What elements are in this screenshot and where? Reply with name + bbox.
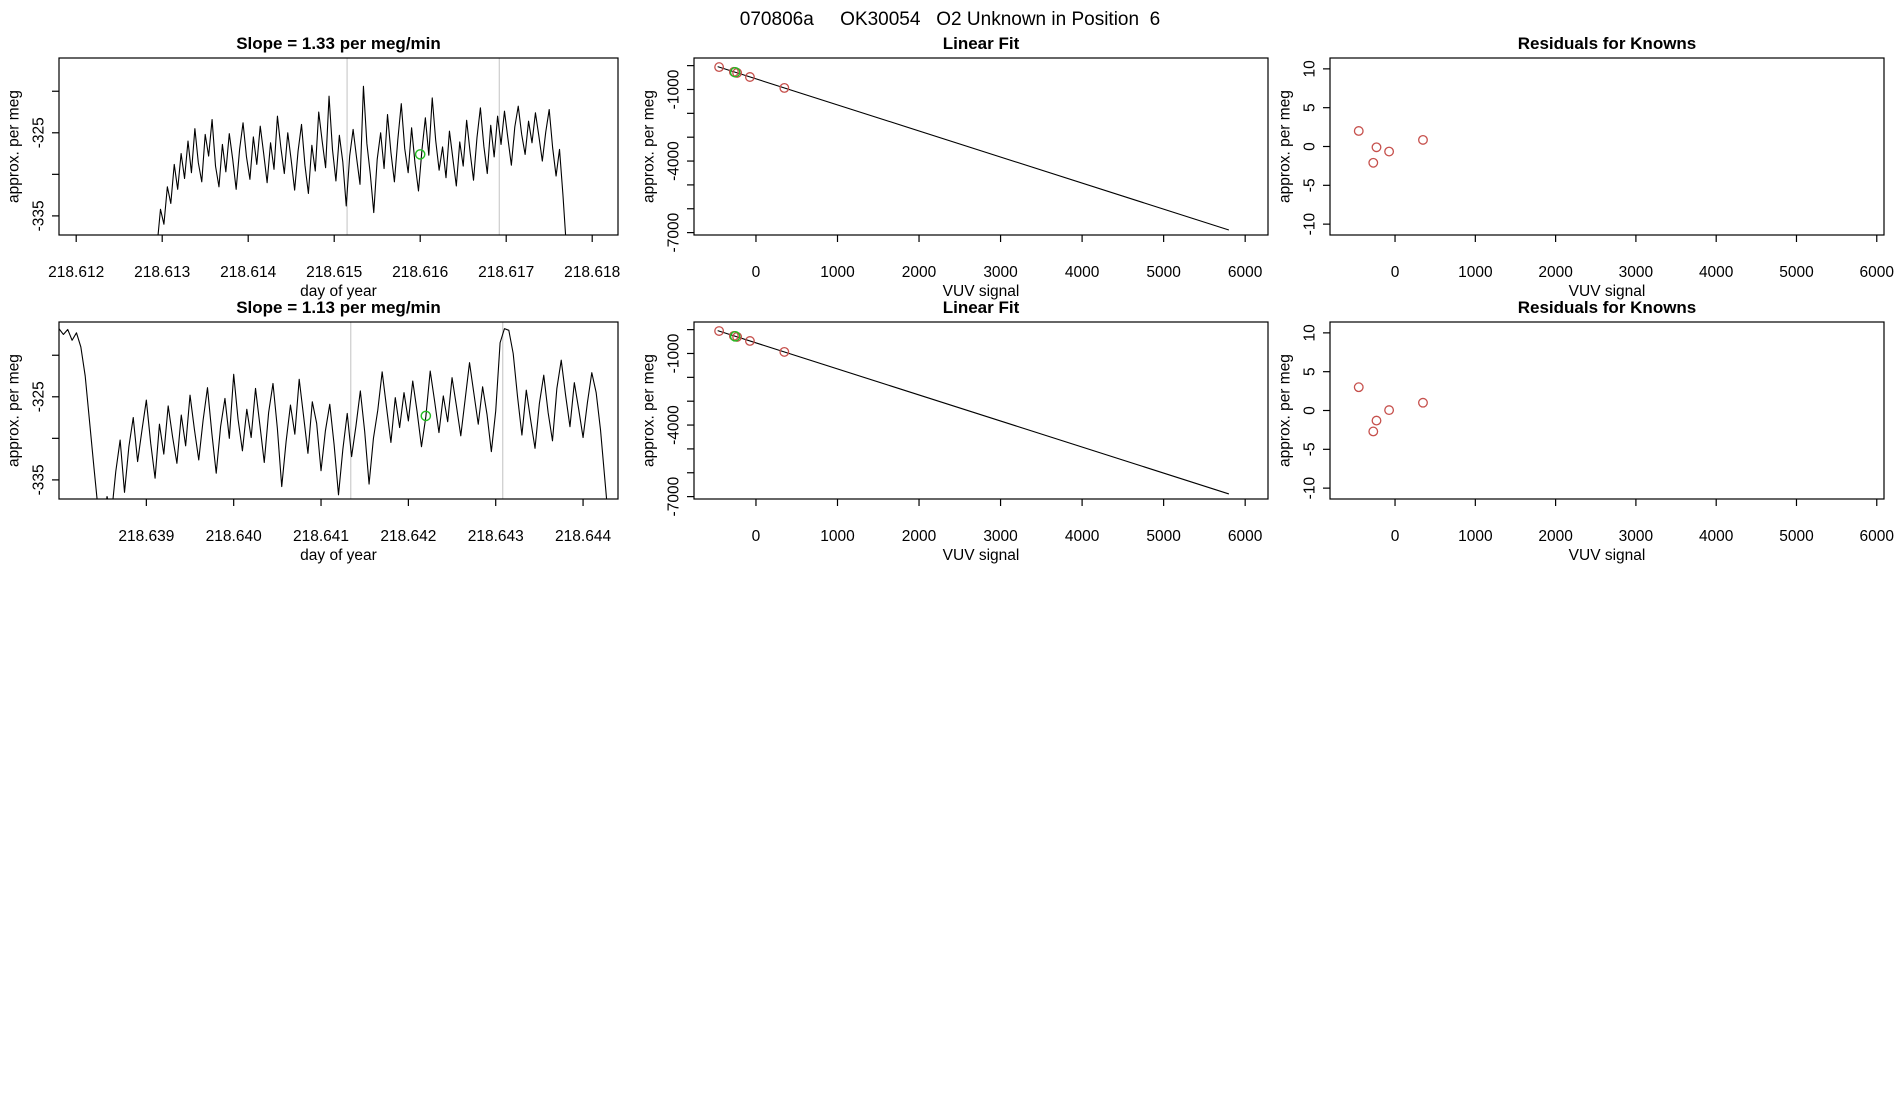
x-tick-label: 218.614 [220, 264, 277, 281]
y-tick-label: -1000 [665, 69, 683, 110]
y-axis-label: approx. per meg [1276, 90, 1294, 203]
plot-box [1330, 322, 1884, 499]
x-tick-label: 218.618 [564, 264, 621, 281]
known-point-marker [1369, 159, 1378, 168]
x-tick-label: 0 [1390, 264, 1400, 281]
panel-title: Linear Fit [942, 298, 1020, 317]
x-tick-label: 4000 [1064, 264, 1100, 281]
x-tick-label: 2000 [901, 264, 937, 281]
x-tick-label: 0 [1390, 528, 1400, 545]
x-tick-label: 3000 [983, 264, 1018, 281]
panel-title: Slope = 1.33 per meg/min [236, 34, 441, 53]
y-tick-label: -5 [1301, 178, 1319, 193]
x-axis-label: VUV signal [942, 547, 1020, 564]
y-tick-label: -7000 [665, 476, 683, 517]
y-axis-label: approx. per meg [5, 354, 23, 467]
x-axis-label: VUV signal [1568, 283, 1646, 300]
y-tick-label: -10 [1301, 212, 1319, 236]
known-point-marker [1419, 398, 1428, 407]
x-tick-label: 3000 [983, 528, 1018, 545]
x-tick-label: 218.639 [118, 528, 175, 545]
x-axis-label: VUV signal [942, 283, 1020, 300]
known-point-marker [1385, 147, 1394, 156]
x-tick-label: 4000 [1698, 528, 1734, 545]
known-point-marker [1354, 127, 1363, 136]
x-tick-label: 0 [751, 264, 761, 281]
series-path [157, 86, 566, 247]
y-tick-label: -7000 [665, 212, 683, 253]
x-tick-label: 6000 [1227, 264, 1263, 281]
x-tick-label: 6000 [1859, 264, 1895, 281]
linear-fit-bottom-panel [641, 298, 1269, 564]
panel-title: Linear Fit [942, 34, 1020, 53]
y-tick-label: -5 [1301, 442, 1319, 457]
x-tick-label: 5000 [1779, 264, 1814, 281]
x-tick-label: 5000 [1779, 528, 1814, 545]
x-tick-label: 218.616 [392, 264, 449, 281]
known-point-marker [1372, 143, 1381, 152]
y-tick-label: -1000 [665, 333, 683, 374]
y-tick-label: 10 [1301, 60, 1319, 78]
residuals-top-panel [1277, 34, 1895, 300]
x-tick-label: 2000 [1538, 528, 1573, 545]
known-point-marker [1354, 383, 1363, 392]
x-tick-label: 1000 [820, 264, 855, 281]
y-tick-label: -335 [30, 200, 48, 232]
y-tick-label: 0 [1301, 406, 1319, 415]
timeseries-bottom-panel [6, 298, 619, 564]
x-tick-label: 218.640 [205, 528, 262, 545]
panel-title: Slope = 1.13 per meg/min [236, 298, 441, 317]
x-tick-label: 3000 [1618, 528, 1654, 545]
panel-title: Residuals for Knowns [1517, 34, 1697, 53]
y-tick-label: -4000 [665, 141, 683, 181]
plot-box [59, 322, 618, 499]
page-title: 070806a OK30054 O2 Unknown in Position 6 [739, 9, 1161, 30]
y-tick-label: -4000 [665, 405, 683, 445]
x-tick-label: 2000 [901, 528, 937, 545]
x-tick-label: 4000 [1698, 264, 1734, 281]
x-tick-label: 218.613 [134, 264, 191, 281]
plot-box [694, 58, 1268, 235]
y-tick-label: -335 [30, 464, 48, 496]
x-tick-label: 1000 [1458, 264, 1493, 281]
y-axis-label: approx. per meg [5, 90, 23, 203]
y-tick-label: -325 [30, 117, 48, 149]
x-tick-label: 218.612 [48, 264, 105, 281]
known-point-marker [1385, 406, 1394, 415]
known-point-marker [1419, 136, 1428, 145]
x-tick-label: 3000 [1618, 264, 1654, 281]
y-axis-label: approx. per meg [640, 354, 658, 467]
y-tick-label: 5 [1301, 103, 1319, 112]
x-tick-label: 218.643 [467, 528, 524, 545]
panel-title: Residuals for Knowns [1517, 298, 1697, 317]
x-tick-label: 6000 [1227, 528, 1263, 545]
plot-box [694, 322, 1268, 499]
residuals-top-plot-area [1354, 127, 1427, 167]
x-tick-label: 6000 [1859, 528, 1895, 545]
x-tick-label: 2000 [1538, 264, 1573, 281]
linear-fit-top-panel [641, 34, 1269, 300]
fit-line [718, 331, 1229, 494]
y-tick-label: 0 [1301, 142, 1319, 151]
unknown-point-marker [416, 150, 425, 159]
fit-line [718, 67, 1229, 230]
y-axis-label: approx. per meg [1276, 354, 1294, 467]
x-tick-label: 218.617 [478, 264, 535, 281]
x-tick-label: 218.641 [293, 528, 350, 545]
x-axis-label: VUV signal [1568, 547, 1646, 564]
x-tick-label: 5000 [1146, 528, 1181, 545]
y-axis-label: approx. per meg [640, 90, 658, 203]
y-tick-label: 10 [1301, 324, 1319, 342]
y-tick-label: -325 [30, 381, 48, 413]
x-axis-label: day of year [300, 547, 377, 564]
y-tick-label: -10 [1301, 476, 1319, 500]
timeseries-top-plot-area [157, 58, 566, 247]
x-tick-label: 0 [751, 528, 761, 545]
x-tick-label: 4000 [1064, 528, 1100, 545]
x-tick-label: 218.615 [306, 264, 363, 281]
known-point-marker [1372, 416, 1381, 425]
x-tick-label: 5000 [1146, 264, 1181, 281]
residuals-bottom-panel [1277, 298, 1895, 564]
known-point-marker [1369, 427, 1378, 436]
x-tick-label: 1000 [820, 528, 855, 545]
linear-fit-top-plot-area [715, 63, 1229, 230]
x-tick-label: 218.642 [380, 528, 437, 545]
plot-box [1330, 58, 1884, 235]
y-tick-label: 5 [1301, 367, 1319, 376]
residuals-bottom-plot-area [1354, 383, 1427, 436]
linear-fit-bottom-plot-area [715, 327, 1229, 494]
x-tick-label: 1000 [1458, 528, 1493, 545]
x-tick-label: 218.644 [555, 528, 612, 545]
timeseries-top-panel [6, 34, 621, 300]
x-axis-label: day of year [300, 283, 377, 300]
